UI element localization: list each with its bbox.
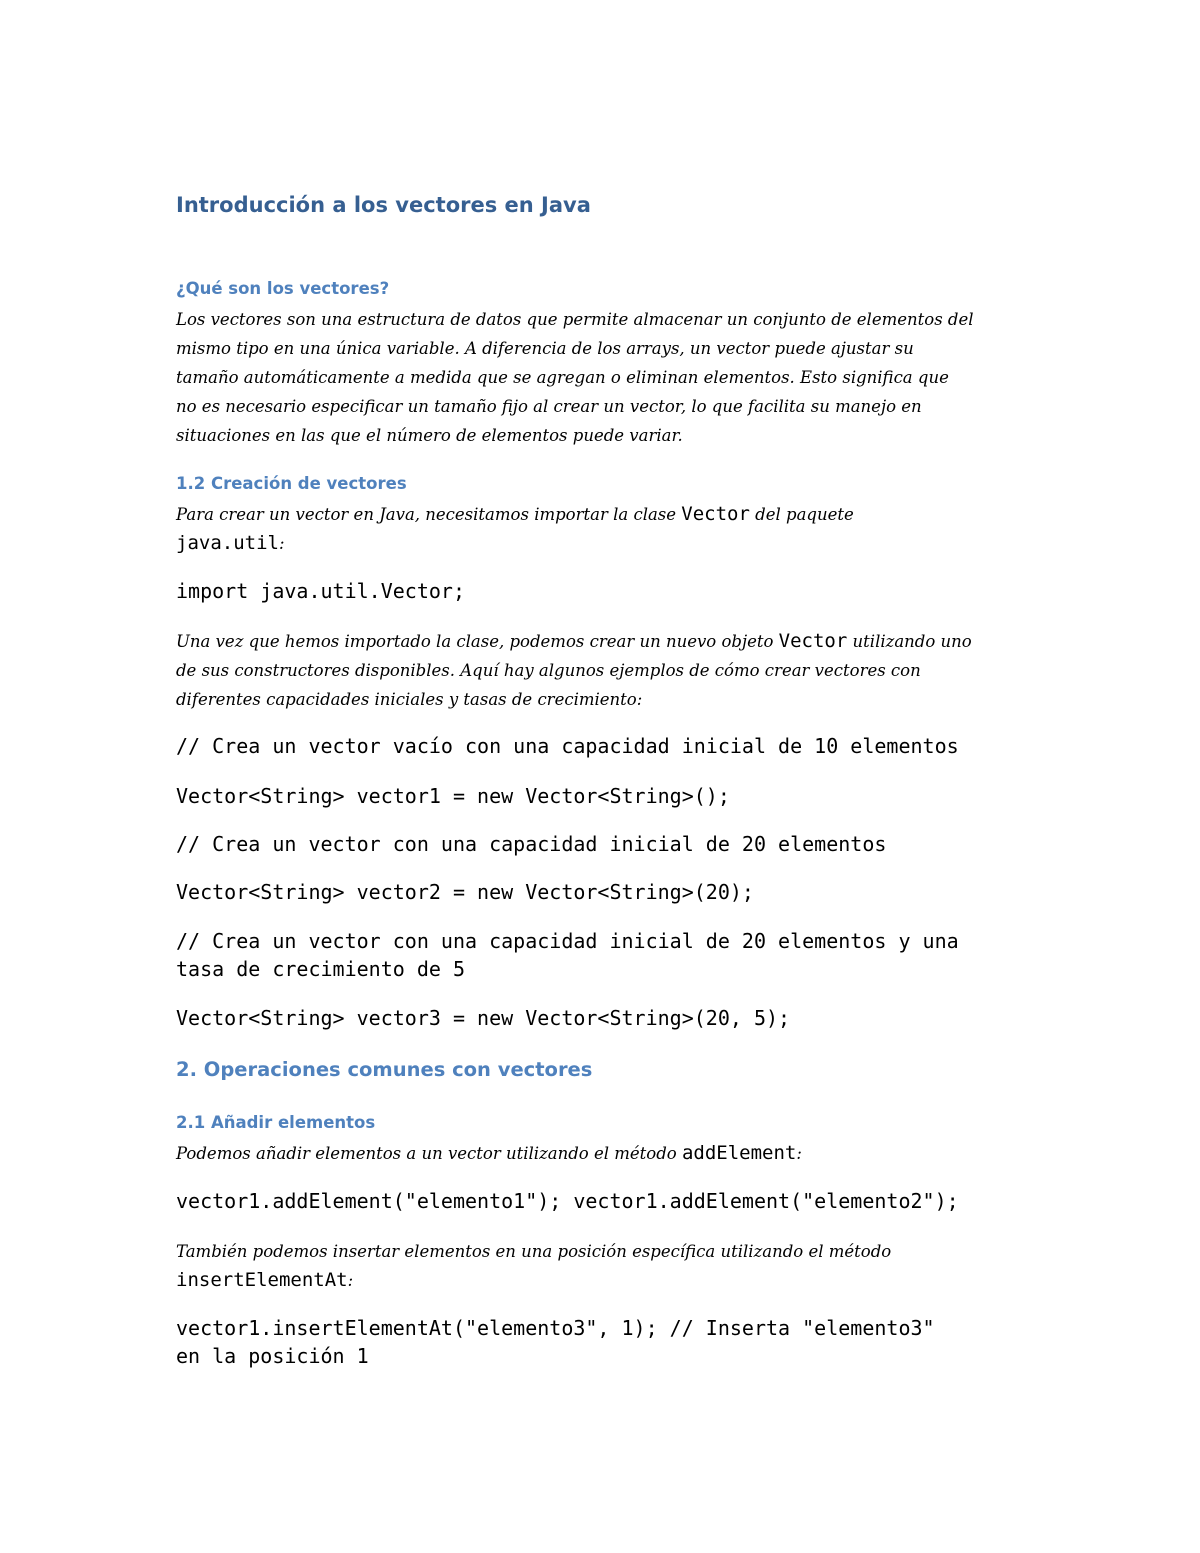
paragraph-line: no es necesario especificar un tamaño fijo al crear un vector, lo que facilita su manejo en — [176, 397, 922, 416]
inline-code-vector: Vector — [778, 630, 848, 652]
paragraph-insert-element-intro: También podemos insertar elementos en una posición específica utilizando el método insertElementAt: — [176, 1237, 1036, 1295]
document-title: Introducción a los vectores en Java — [176, 193, 591, 217]
heading-common-operations: 2. Operaciones comunes con vectores — [176, 1058, 593, 1081]
paragraph-what-are-vectors — [176, 305, 1036, 450]
code-import-vector: import java.util.Vector; — [176, 579, 465, 603]
inline-code-addelement: addElement — [681, 1142, 797, 1164]
paragraph-line: de sus constructores disponibles. Aquí hay algunos ejemplos de cómo crear vectores con — [176, 661, 921, 680]
code-comment-growth-rate: // Crea un vector con una capacidad inicial de 20 elementos y una tasa de crecimiento de 5 — [176, 929, 959, 981]
code-vector1-declaration: Vector<String> vector1 = new Vector<String>(); — [176, 784, 730, 808]
inline-code-vector: Vector — [681, 503, 750, 525]
paragraph-add-element-intro: Podemos añadir elementos a un vector utilizando el método addElement: — [176, 1142, 802, 1164]
inline-code-java-util: java.util — [176, 532, 279, 554]
paragraph-line: tamaño automáticamente a medida que se agregan o eliminan elementos. Esto significa que — [176, 368, 949, 387]
paragraph-line: situaciones en las que el número de elementos puede variar. — [176, 426, 683, 445]
paragraph-constructors: Una vez que hemos importado la clase, podemos crear un nuevo objeto Vector utilizando uno de sus constructores disponibles. Aquí hay algunos ejemplos de cómo crear vectores con diferentes capacidades iniciales y tasas de crecimiento: — [176, 627, 1036, 714]
inline-code-insertelementat: insertElementAt — [176, 1269, 348, 1291]
code-vector3-declaration: Vector<String> vector3 = new Vector<String>(20, 5); — [176, 1006, 791, 1030]
paragraph-line: diferentes capacidades iniciales y tasas de crecimiento: — [176, 690, 643, 709]
code-comment-capacity-20: // Crea un vector con una capacidad inicial de 20 elementos — [176, 832, 887, 856]
heading-what-are-vectors: ¿Qué son los vectores? — [176, 279, 390, 298]
code-insert-element-call: vector1.insertElementAt("elemento3", 1); // Inserta "elemento3" en la posición 1 — [176, 1316, 935, 1368]
code-vector2-declaration: Vector<String> vector2 = new Vector<String>(20); — [176, 880, 754, 904]
paragraph-line: Los vectores son una estructura de datos que permite almacenar un conjunto de elementos del — [176, 310, 974, 329]
paragraph-import-intro: Para crear un vector en Java, necesitamos importar la clase Vector del paquete java.util: — [176, 503, 854, 554]
paragraph-line: mismo tipo en una única variable. A diferencia de los arrays, un vector puede ajustar su — [176, 339, 914, 358]
code-add-element-calls: vector1.addElement("elemento1"); vector1.addElement("elemento2"); — [176, 1189, 959, 1213]
code-comment-empty-vector: // Crea un vector vacío con una capacidad inicial de 10 elementos — [176, 734, 959, 758]
paragraph-line: También podemos insertar elementos en una posición específica utilizando el método — [176, 1242, 892, 1261]
heading-add-elements: 2.1 Añadir elementos — [176, 1113, 376, 1132]
heading-vector-creation: 1.2 Creación de vectores — [176, 474, 407, 493]
